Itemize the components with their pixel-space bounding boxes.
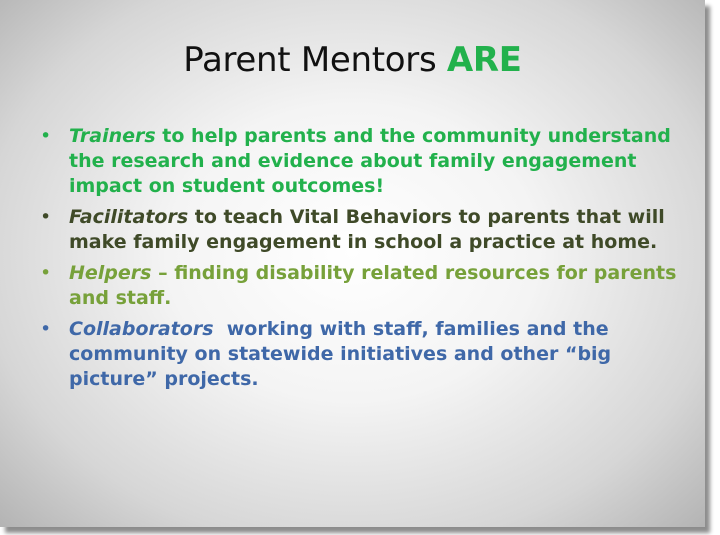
bullet-text: to help parents and the community understand the research and evidence about family engagement impact on student outcomes! bbox=[69, 125, 671, 197]
bullet-marker: • bbox=[40, 125, 52, 147]
bullet-marker: • bbox=[40, 318, 52, 340]
bullet-text: working with staff, families and the community on statewide initiatives and other “big picture” projects. bbox=[69, 318, 618, 390]
bullet-term: Trainers bbox=[69, 125, 156, 147]
title-main-text: Parent Mentors bbox=[183, 40, 447, 80]
bullet-marker: • bbox=[40, 206, 52, 228]
bullet-item-helpers bbox=[40, 261, 680, 311]
bullet-term: Collaborators bbox=[69, 318, 214, 340]
bullet-text: – finding disability related resources for parents and staff. bbox=[69, 262, 677, 309]
bullet-text: to teach Vital Behaviors to parents that will make family engagement in school a practice at home. bbox=[69, 206, 665, 253]
bullet-item-trainers bbox=[40, 124, 680, 199]
bullet-list bbox=[40, 124, 680, 398]
bullet-item-facilitators bbox=[40, 205, 680, 255]
title-accent-text: ARE bbox=[446, 40, 522, 80]
bullet-term: Helpers bbox=[69, 262, 152, 284]
slide-title bbox=[0, 40, 705, 80]
bullet-marker: • bbox=[40, 262, 52, 284]
bullet-item-collaborators bbox=[40, 317, 680, 392]
bullet-term: Facilitators bbox=[69, 206, 189, 228]
